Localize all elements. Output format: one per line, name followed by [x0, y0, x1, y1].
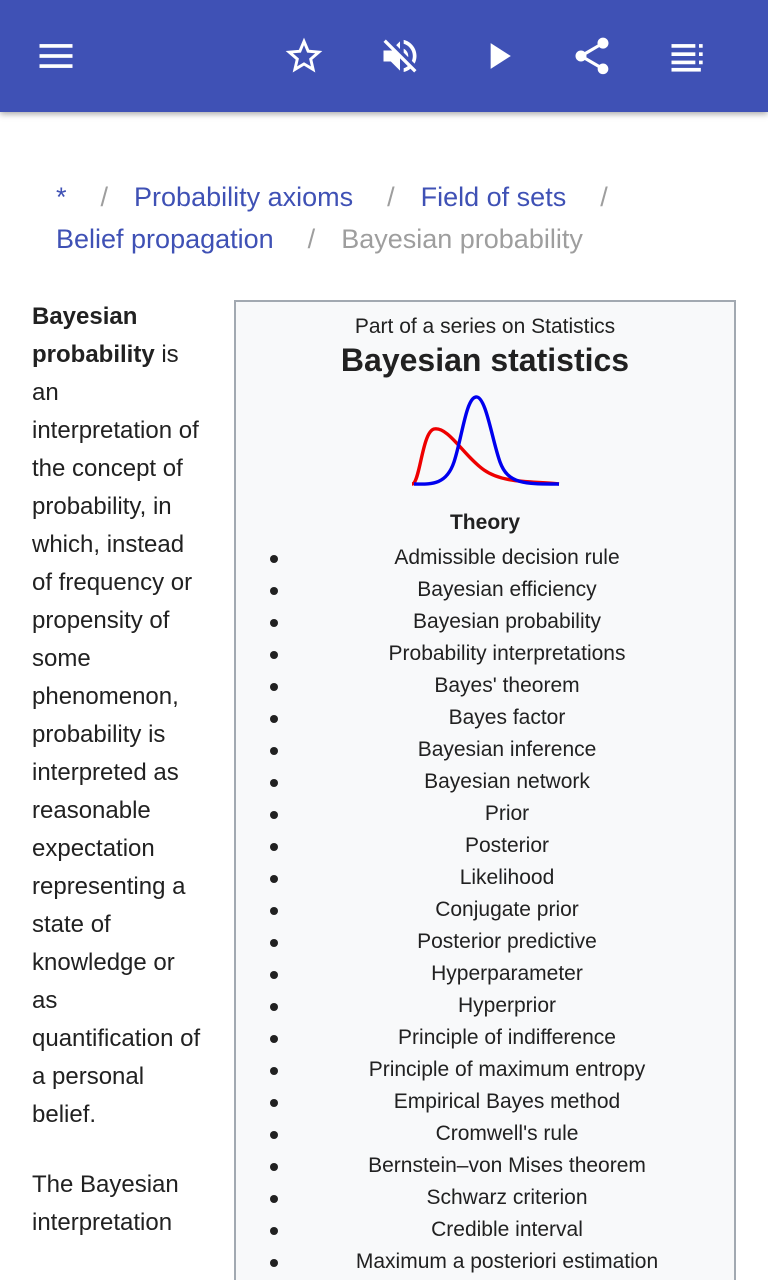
share-button[interactable]	[560, 24, 624, 88]
infobox-section-heading: Theory	[449, 511, 520, 534]
bullet-icon	[270, 747, 278, 755]
infobox-list-item[interactable]	[236, 862, 734, 894]
infobox-list-item[interactable]	[236, 702, 734, 734]
bullet-icon	[270, 715, 278, 723]
article-term: Bayesian probability	[32, 303, 155, 368]
volume-off-icon	[378, 34, 422, 78]
bullet-icon	[270, 779, 278, 787]
bullet-icon	[270, 1131, 278, 1139]
infobox-list-item-label: Bayesian network	[424, 770, 590, 793]
article-paragraph	[32, 1166, 204, 1242]
infobox-list-item-label: Hyperparameter	[431, 962, 583, 985]
infobox-list-item[interactable]	[236, 1086, 734, 1118]
infobox-list-item[interactable]	[236, 894, 734, 926]
infobox-list-item[interactable]	[236, 1182, 734, 1214]
infobox-list-item[interactable]	[236, 574, 734, 606]
breadcrumb-separator: /	[100, 182, 109, 212]
article-body	[32, 298, 204, 1274]
bookmark-button[interactable]	[272, 24, 336, 88]
bullet-icon	[270, 587, 278, 595]
bullet-icon	[270, 555, 278, 563]
infobox-list-item[interactable]	[236, 606, 734, 638]
infobox-list-item[interactable]	[236, 798, 734, 830]
infobox-list-item-label: Conjugate prior	[435, 898, 579, 921]
infobox-list-item-label: Credible interval	[431, 1218, 583, 1241]
infobox-list-item-label: Bayes' theorem	[434, 674, 580, 697]
infobox-list-item-label: Bayes factor	[448, 706, 566, 729]
prior-posterior-curves-icon	[408, 392, 562, 488]
bullet-icon	[270, 1195, 278, 1203]
article-paragraph-text: The Bayesian interpretation	[32, 1171, 179, 1236]
bullet-icon	[270, 1099, 278, 1107]
bullet-icon	[270, 1035, 278, 1043]
infobox-title: Bayesian statistics	[340, 342, 630, 378]
infobox-list-item[interactable]	[236, 830, 734, 862]
article-paragraph	[32, 298, 204, 1134]
bullet-icon	[270, 1003, 278, 1011]
infobox-list-item[interactable]	[236, 990, 734, 1022]
bullet-icon	[270, 1259, 278, 1267]
infobox-list-item-label: Principle of indifference	[398, 1026, 616, 1049]
menu-icon	[34, 34, 78, 78]
star-outline-icon	[282, 34, 326, 78]
infobox-list-item-label: Cromwell's rule	[435, 1122, 579, 1145]
infobox-list-item-label: Maximum a posteriori estimation	[355, 1250, 659, 1273]
infobox-list-item-label: Bayesian probability	[413, 610, 601, 633]
infobox-list-item-label: Schwarz criterion	[426, 1186, 588, 1209]
infobox-list-item-label: Bernstein–von Mises theorem	[368, 1154, 646, 1177]
bullet-icon	[270, 875, 278, 883]
infobox-list-item-label: Hyperprior	[457, 994, 557, 1017]
breadcrumb-separator: /	[600, 182, 608, 212]
infobox-list-item[interactable]	[236, 638, 734, 670]
infobox-list-item[interactable]	[236, 1246, 734, 1278]
infobox-list-item-label: Principle of maximum entropy	[368, 1058, 646, 1081]
breadcrumb-field-of-sets[interactable]: Field of sets	[420, 182, 567, 212]
bullet-icon	[270, 811, 278, 819]
bullet-icon	[270, 907, 278, 915]
infobox-list-item[interactable]	[236, 1214, 734, 1246]
infobox-list-item-label: Empirical Bayes method	[393, 1090, 621, 1113]
bullet-icon	[270, 1163, 278, 1171]
bullet-icon	[270, 971, 278, 979]
play-icon	[476, 34, 520, 78]
infobox-list-item-label: Bayesian efficiency	[417, 578, 597, 601]
infobox-list-item[interactable]	[236, 542, 734, 574]
infobox-list-item[interactable]	[236, 958, 734, 990]
bullet-icon	[270, 939, 278, 947]
breadcrumb-home[interactable]: *	[56, 182, 67, 212]
infobox-list-item-label: Prior	[484, 802, 530, 825]
breadcrumb-current-page: Bayesian probability	[341, 224, 583, 254]
infobox-topic-list	[236, 542, 734, 1278]
bullet-icon	[270, 619, 278, 627]
bullet-icon	[270, 683, 278, 691]
mute-button[interactable]	[368, 24, 432, 88]
infobox-list-item-label: Posterior predictive	[417, 930, 597, 953]
app-toolbar	[0, 0, 768, 112]
bullet-icon	[270, 1067, 278, 1075]
infobox-list-item[interactable]	[236, 1022, 734, 1054]
infobox-list-item[interactable]	[236, 734, 734, 766]
playlist-icon	[666, 34, 710, 78]
series-infobox	[234, 300, 736, 1280]
infobox-list-item-label: Likelihood	[459, 866, 555, 889]
infobox-series-caption: Part of a series on Statistics	[354, 315, 616, 338]
contents-button[interactable]	[656, 24, 720, 88]
infobox-list-item-label: Admissible decision rule	[394, 546, 620, 569]
menu-button[interactable]	[24, 24, 88, 88]
infobox-list-item[interactable]	[236, 926, 734, 958]
infobox-list-item[interactable]	[236, 1150, 734, 1182]
breadcrumb-belief-propagation[interactable]: Belief propagation	[56, 224, 274, 254]
infobox-list-item-label: Bayesian inference	[417, 738, 597, 761]
infobox-list-item[interactable]	[236, 766, 734, 798]
infobox-list-item[interactable]	[236, 670, 734, 702]
infobox-list-item-label: Probability interpretations	[388, 642, 626, 665]
breadcrumb-probability-axioms[interactable]: Probability axioms	[134, 182, 354, 212]
infobox-list-item[interactable]	[236, 1118, 734, 1150]
bullet-icon	[270, 843, 278, 851]
article-paragraph-text: is an interpretation of the concept of probability, in which, instead of frequency or propensity of some phenomenon, probability is interpreted as reasonable expectation representing a state of knowledge or as quantification of a personal belief.	[32, 341, 201, 1128]
share-icon	[570, 34, 614, 78]
breadcrumb-separator: /	[307, 224, 316, 254]
bullet-icon	[270, 1227, 278, 1235]
breadcrumb	[56, 176, 746, 260]
play-button[interactable]	[466, 24, 530, 88]
infobox-list-item[interactable]	[236, 1054, 734, 1086]
breadcrumb-separator: /	[387, 182, 395, 212]
bullet-icon	[270, 651, 278, 659]
infobox-list-item-label: Posterior	[464, 834, 550, 857]
